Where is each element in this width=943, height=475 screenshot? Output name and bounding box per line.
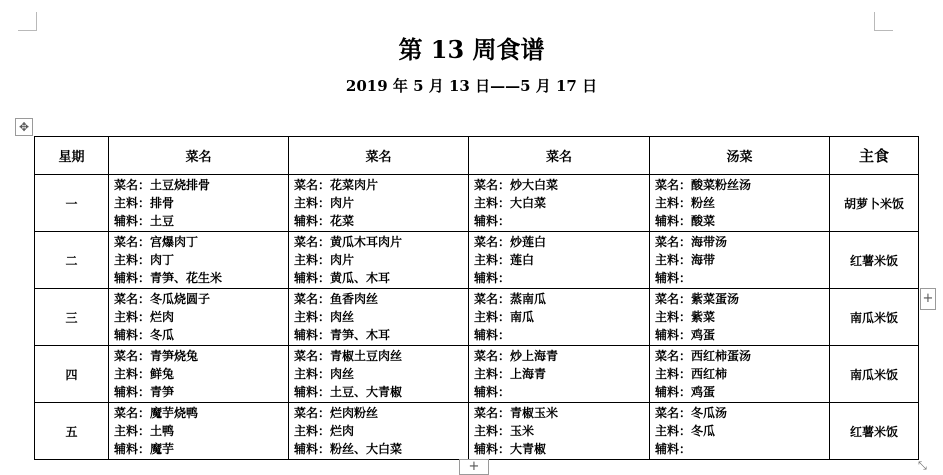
header-cell-staple: 主食 (830, 137, 919, 175)
main-ingredient-line: 主料：冬瓜 (655, 424, 716, 438)
document-title: 第 13 周食谱 (398, 35, 545, 64)
side-ingredient-line: 辅料：粉丝、大白菜 (294, 442, 403, 456)
weekday-cell[interactable]: 五 (35, 403, 109, 460)
dish-name-line: 菜名：紫菜蛋汤 (655, 292, 740, 306)
document-subtitle: 2019 年 5 月 13 日——5 月 17 日 (345, 77, 598, 95)
dish-cell[interactable] (469, 289, 650, 346)
side-ingredient-line: 辅料： (655, 271, 692, 285)
main-ingredient-line: 主料：排骨 (114, 196, 175, 210)
main-ingredient-line: 主料：南瓜 (474, 310, 535, 324)
main-ingredient-line: 主料：肉丝 (294, 367, 355, 381)
staple-food-cell[interactable]: 红薯米饭 (830, 232, 919, 289)
dish-cell[interactable] (289, 403, 469, 460)
header-cell-dish-1: 菜名 (109, 137, 289, 175)
side-ingredient-line: 辅料：鸡蛋 (655, 328, 716, 342)
main-ingredient-line: 主料：肉丁 (114, 253, 175, 267)
dish-name-line: 菜名：青椒土豆肉丝 (294, 349, 403, 363)
main-ingredient-line: 主料：肉片 (294, 196, 355, 210)
add-column-button[interactable] (920, 288, 936, 310)
dish-cell[interactable] (289, 346, 469, 403)
resize-diagonal-icon: ⤡ (918, 459, 927, 472)
dish-name-line: 菜名：酸菜粉丝汤 (655, 178, 752, 192)
dish-name-line: 菜名：海带汤 (655, 235, 728, 249)
table-header-row (35, 137, 919, 175)
dish-name-line: 菜名：土豆烧排骨 (114, 178, 211, 192)
side-ingredient-line: 辅料：花菜 (294, 214, 355, 228)
side-ingredient-line: 辅料：青笋、木耳 (294, 328, 391, 342)
main-ingredient-line: 主料：肉片 (294, 253, 355, 267)
plus-icon: + (468, 459, 480, 474)
dish-name-line: 菜名：青笋烧兔 (114, 349, 199, 363)
weekday-cell[interactable]: 三 (35, 289, 109, 346)
dish-cell[interactable] (469, 232, 650, 289)
dish-name-line: 菜名：炒莲白 (474, 235, 547, 249)
weekday-cell[interactable]: 二 (35, 232, 109, 289)
side-ingredient-line: 辅料：土豆、大青椒 (294, 385, 403, 399)
header-cell-soup: 汤菜 (650, 137, 830, 175)
table-row (35, 175, 919, 232)
main-ingredient-line: 主料：肉丝 (294, 310, 355, 324)
staple-food-cell[interactable]: 胡萝卜米饭 (830, 175, 919, 232)
side-ingredient-line: 辅料：冬瓜 (114, 328, 175, 342)
main-ingredient-line: 主料：烂肉 (294, 424, 355, 438)
side-ingredient-line: 辅料：土豆 (114, 214, 175, 228)
table-move-handle[interactable] (15, 118, 33, 136)
side-ingredient-line: 辅料：青笋 (114, 385, 175, 399)
dish-cell[interactable] (109, 175, 289, 232)
dish-name-line: 菜名：烂肉粉丝 (294, 406, 379, 420)
side-ingredient-line: 辅料： (474, 328, 511, 342)
main-ingredient-line: 主料：鲜兔 (114, 367, 175, 381)
soup-cell[interactable] (650, 346, 830, 403)
dish-cell[interactable] (289, 232, 469, 289)
side-ingredient-line: 辅料：鸡蛋 (655, 385, 716, 399)
side-ingredient-line: 辅料：大青椒 (474, 442, 547, 456)
main-ingredient-line: 主料：玉米 (474, 424, 535, 438)
side-ingredient-line: 辅料： (474, 214, 511, 228)
dish-name-line: 菜名：魔芋烧鸭 (114, 406, 199, 420)
weekday-cell[interactable]: 四 (35, 346, 109, 403)
side-ingredient-line: 辅料：魔芋 (114, 442, 175, 456)
dish-name-line: 菜名：鱼香肉丝 (294, 292, 379, 306)
dish-cell[interactable] (109, 346, 289, 403)
side-ingredient-line: 辅料：青笋、花生米 (114, 271, 223, 285)
move-cross-icon: ✥ (18, 120, 30, 134)
main-ingredient-line: 主料：西红柿 (655, 367, 728, 381)
weekday-cell[interactable]: 一 (35, 175, 109, 232)
header-cell-dish-2: 菜名 (289, 137, 469, 175)
staple-food-cell[interactable]: 南瓜米饭 (830, 346, 919, 403)
dish-name-line: 菜名：花菜肉片 (294, 178, 379, 192)
side-ingredient-line: 辅料： (474, 385, 511, 399)
header-cell-weekday: 星期 (35, 137, 109, 175)
dish-name-line: 菜名：冬瓜烧圆子 (114, 292, 211, 306)
table-row (35, 289, 919, 346)
dish-cell[interactable] (109, 403, 289, 460)
dish-name-line: 菜名：宫爆肉丁 (114, 235, 199, 249)
table-row (35, 403, 919, 460)
side-ingredient-line: 辅料： (474, 271, 511, 285)
soup-cell[interactable] (650, 289, 830, 346)
dish-name-line: 菜名：炒大白菜 (474, 178, 559, 192)
main-ingredient-line: 主料：烂肉 (114, 310, 175, 324)
header-cell-dish-3: 菜名 (469, 137, 650, 175)
page-corner-mark-top-right (874, 12, 893, 31)
dish-cell[interactable] (289, 175, 469, 232)
main-ingredient-line: 主料：莲白 (474, 253, 535, 267)
main-ingredient-line: 主料：粉丝 (655, 196, 716, 210)
side-ingredient-line: 辅料：黄瓜、木耳 (294, 271, 391, 285)
staple-food-cell[interactable]: 南瓜米饭 (830, 289, 919, 346)
dish-cell[interactable] (109, 232, 289, 289)
main-ingredient-line: 主料：海带 (655, 253, 716, 267)
dish-name-line: 菜名：黄瓜木耳肉片 (294, 235, 403, 249)
dish-cell[interactable] (469, 346, 650, 403)
dish-name-line: 菜名：炒上海青 (474, 349, 559, 363)
soup-cell[interactable] (650, 403, 830, 460)
dish-cell[interactable] (289, 289, 469, 346)
dish-cell[interactable] (109, 289, 289, 346)
side-ingredient-line: 辅料： (655, 442, 692, 456)
page-corner-mark-top-left (18, 12, 37, 31)
dish-name-line: 菜名：青椒玉米 (474, 406, 559, 420)
plus-icon: + (922, 291, 934, 306)
table-row (35, 232, 919, 289)
main-ingredient-line: 主料：大白菜 (474, 196, 547, 210)
side-ingredient-line: 辅料：酸菜 (655, 214, 716, 228)
dish-name-line: 菜名：西红柿蛋汤 (655, 349, 752, 363)
soup-cell[interactable] (650, 232, 830, 289)
menu-table (34, 136, 919, 460)
main-ingredient-line: 主料：紫菜 (655, 310, 716, 324)
table-row (35, 346, 919, 403)
table-resize-handle[interactable] (918, 460, 930, 472)
dish-name-line: 菜名：冬瓜汤 (655, 406, 728, 420)
staple-food-cell[interactable]: 红薯米饭 (830, 403, 919, 460)
main-ingredient-line: 主料：上海青 (474, 367, 547, 381)
main-ingredient-line: 主料：土鸭 (114, 424, 175, 438)
dish-cell[interactable] (469, 175, 650, 232)
soup-cell[interactable] (650, 175, 830, 232)
dish-name-line: 菜名：蒸南瓜 (474, 292, 547, 306)
dish-cell[interactable] (469, 403, 650, 460)
